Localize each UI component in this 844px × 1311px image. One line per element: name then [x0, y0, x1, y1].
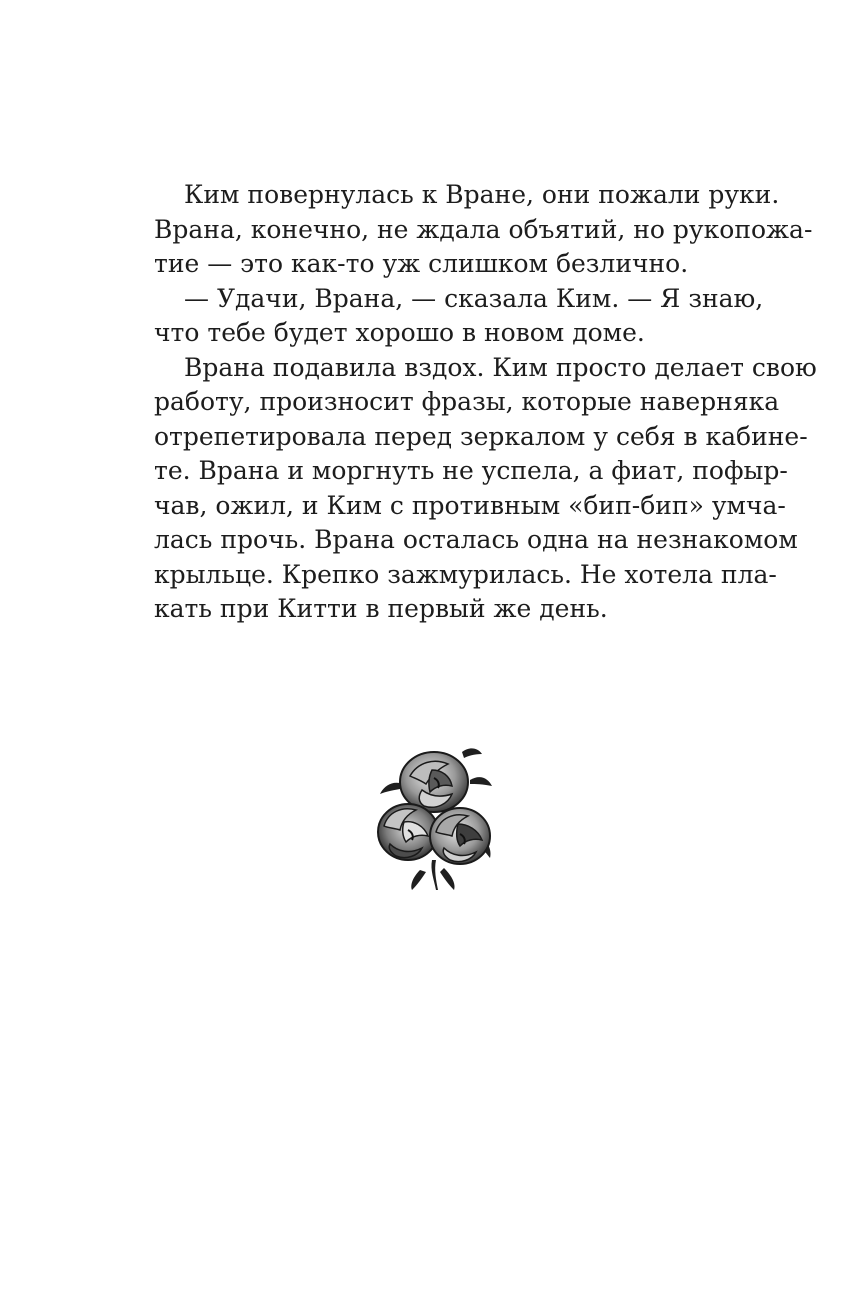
roses-ornament-icon [374, 740, 498, 892]
text-line: кать при Китти в первый же день. [154, 594, 608, 623]
text-line: что тебе будет хорошо в новом доме. [154, 318, 645, 347]
text-line: крыльце. Крепко зажмурилась. Не хотела пла- [154, 559, 777, 589]
body-text [154, 178, 817, 627]
text-line: те. Врана и моргнуть не успела, а фиат, пофыр- [154, 456, 788, 485]
text-line: Врана подавила вздох. Ким просто делает свою [184, 352, 817, 382]
text-line: Врана, конечно, не ждала объятий, но рукопожа- [154, 214, 813, 244]
text-line: отрепетировала перед зеркалом у себя в кабине- [154, 421, 808, 451]
text-line: Ким повернулась к Вране, они пожали руки. [184, 180, 780, 209]
text-line: чав, ожил, и Ким с противным «бип-бип» умча- [154, 490, 786, 520]
text-line: работу, произносит фразы, которые наверняка [154, 387, 780, 416]
text-line: тие — это как-то уж слишком безлично. [154, 249, 689, 278]
text-line: — Удачи, Врана, — сказала Ким. — Я знаю, [184, 283, 764, 313]
text-line: лась прочь. Врана осталась одна на незнакомом [154, 525, 798, 554]
